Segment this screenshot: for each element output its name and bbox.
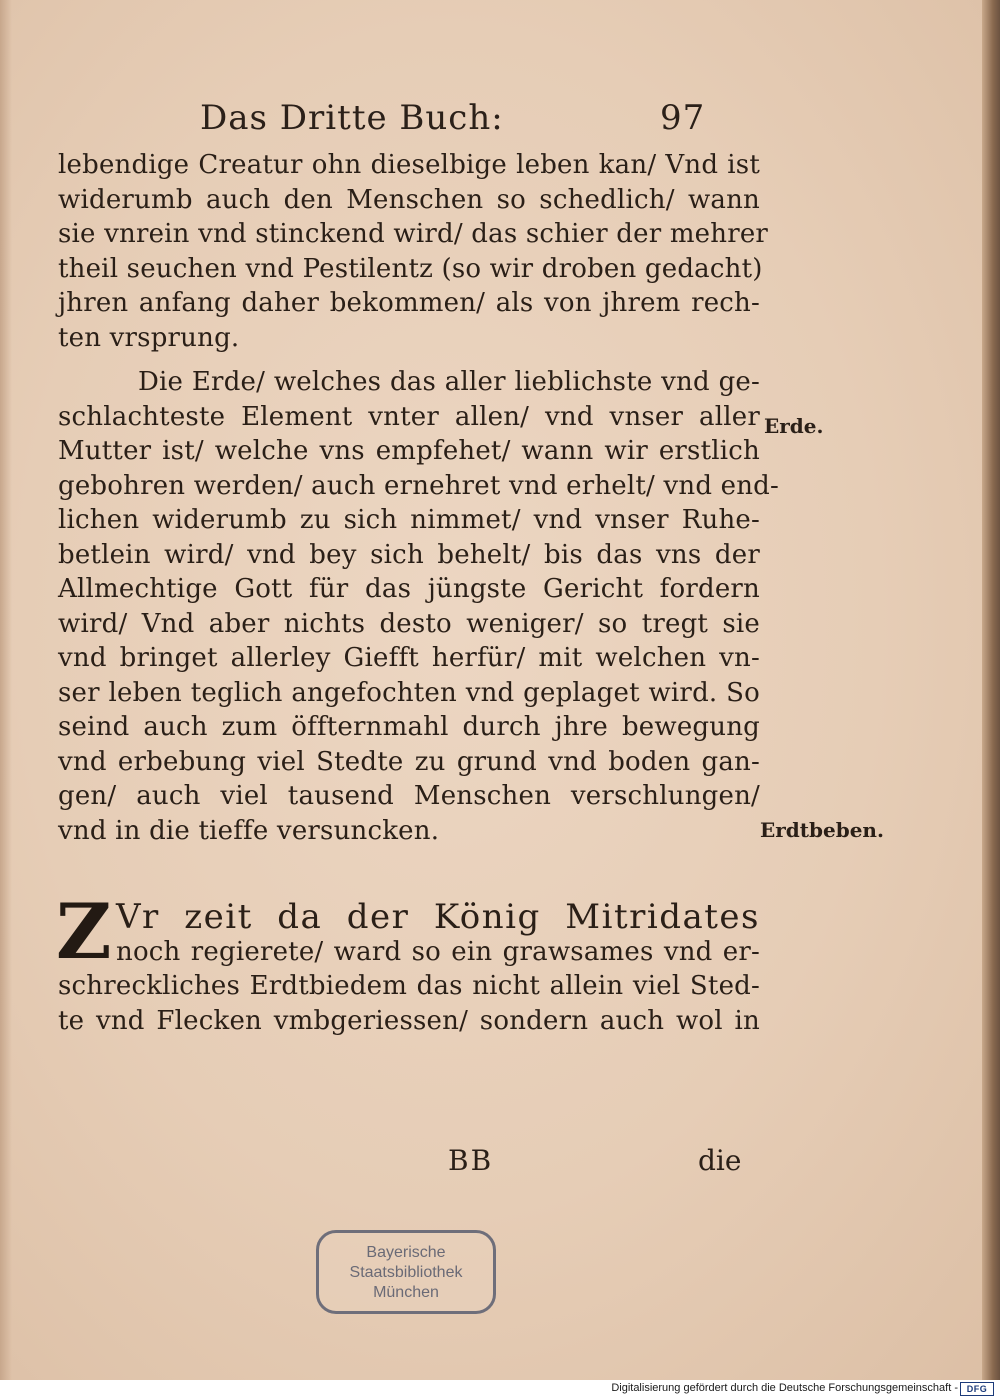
footer-bar	[0, 1380, 1000, 1397]
text-line: wird/ Vnd aber nichts desto weniger/ so tregt sie	[58, 608, 760, 639]
dfg-logo-icon: DFG	[960, 1382, 994, 1396]
text-line: seind auch zum öffternmahl durch jhre bewegung	[58, 712, 760, 742]
text-line: gen/ auch viel tausend Menschen verschlungen/	[58, 781, 760, 811]
text-line: jhren anfang daher bekommen/ als von jhrem rech-	[58, 288, 760, 318]
text-line: te vnd Flecken vmbgeriessen/ sondern auch wol in	[58, 1005, 760, 1036]
text-line: lichen widerumb zu sich nimmet/ vnd vnser Ruhe-	[58, 505, 760, 535]
margin-note-erde: Erde.	[764, 414, 824, 438]
stamp-line: München	[373, 1284, 439, 1301]
spacer	[58, 848, 760, 900]
text-line: schlachteste Element vnter allen/ vnd vnser aller	[58, 401, 760, 432]
margin-note-erdbeben: Erdtbeben.	[760, 818, 884, 842]
text-line: ser leben teglich angefochten vnd geplaget wird. So	[58, 677, 760, 708]
text-line: Vr zeit da der König Mitridates	[116, 897, 760, 937]
text-line: schreckliches Erdtbiedem das nicht allein viel Sted-	[58, 971, 760, 1001]
page-number: 97	[660, 98, 706, 138]
text-line: gebohren werden/ auch ernehret vnd erhelt/ vnd end-	[58, 470, 779, 501]
funding-credit: Digitalisierung gefördert durch die Deutsche Forschungsgemeinschaft -	[611, 1382, 958, 1394]
text-line: ten vrsprung.	[58, 322, 240, 353]
library-stamp	[316, 1230, 496, 1314]
text-line: lebendige Creatur ohn dieselbige leben kan/ Vnd ist	[58, 150, 760, 180]
catchword: die	[698, 1144, 742, 1177]
signature-mark: BB	[448, 1144, 494, 1177]
text-line: theil seuchen vnd Pestilentz (so wir droben gedacht)	[58, 253, 763, 284]
main-text	[56, 148, 779, 1038]
paragraph-2	[58, 365, 779, 848]
text-line: vnd in die tieffe versuncken.	[58, 815, 440, 846]
paragraph-3	[56, 887, 760, 1038]
stamp-line: Bayerische	[366, 1244, 446, 1261]
text-line: sie vnrein vnd stinckend wird/ das schier der mehrer	[58, 219, 769, 249]
text-line: Die Erde/ welches das aller lieblichste vnd ge-	[138, 367, 760, 397]
text-line: betlein wird/ vnd bey sich behelt/ bis das vns der	[58, 539, 760, 570]
catchline	[58, 1144, 760, 1184]
spacer	[58, 355, 760, 365]
drop-cap: Z	[56, 887, 112, 976]
text-line: vnd bringet allerley Giefft herfür/ mit welchen vn-	[58, 643, 760, 673]
running-head	[200, 98, 720, 138]
text-line: widerumb auch den Menschen so schedlich/ wann	[58, 184, 760, 215]
stamp-line: Staatsbibliothek	[349, 1264, 463, 1281]
page-edge	[982, 0, 1000, 1380]
text-line: vnd erbebung viel Stedte zu grund vnd boden gan-	[58, 746, 760, 777]
text-line: Mutter ist/ welche vns empfehet/ wann wir erstlich	[58, 436, 760, 466]
text-line: Allmechtige Gott für das jüngste Gericht fordern	[58, 574, 760, 604]
text-line: noch regierete/ ward so ein grawsames vnd er-	[116, 936, 760, 967]
gutter-shadow	[0, 0, 12, 1380]
paragraph-1	[58, 148, 769, 355]
running-head-title: Das Dritte Buch:	[200, 98, 504, 138]
